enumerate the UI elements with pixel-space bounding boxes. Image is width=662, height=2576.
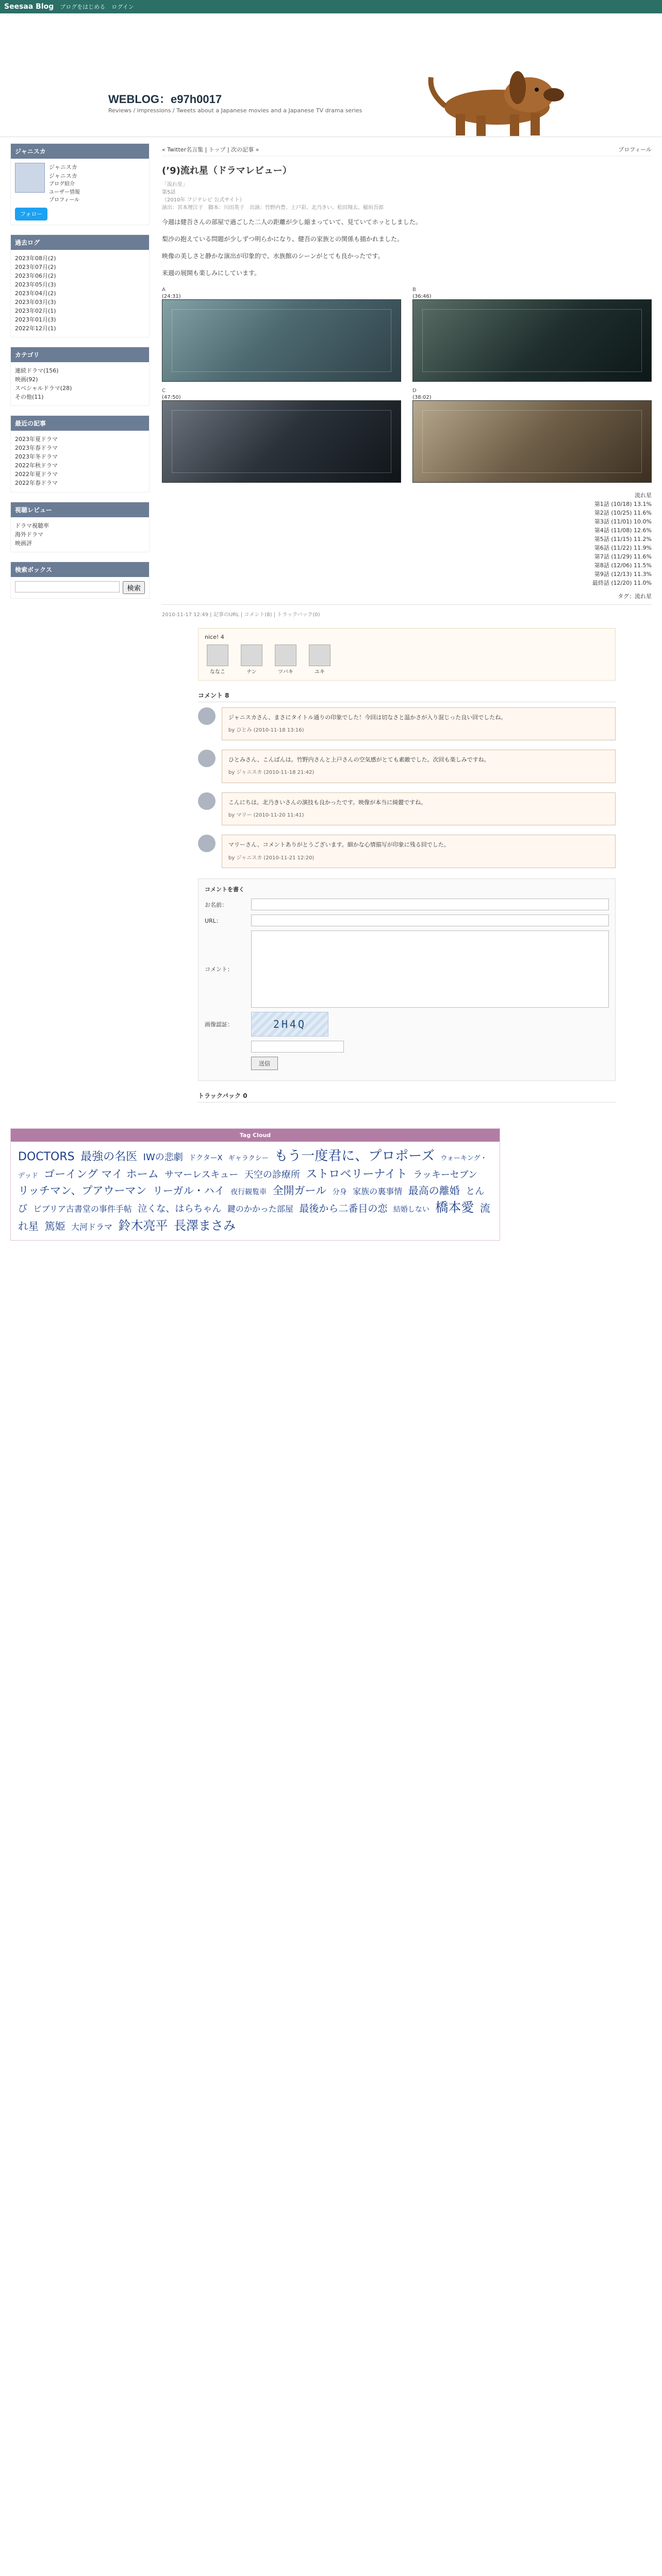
category-link[interactable]: スペシャルドラマ(28) xyxy=(15,385,72,392)
tag-cloud xyxy=(10,1128,500,1241)
entry-episode: 第5話 xyxy=(162,190,176,195)
entry-paragraph: 梨沙の抱えている問題が少しずつ明らかになり、健吾の家族との関係も描かれました。 xyxy=(162,235,404,243)
category-link[interactable]: 映画(92) xyxy=(15,376,38,383)
score-row: 第2話 (10/25) 11.6% xyxy=(594,510,652,517)
entry-paragraph: 来週の展開も楽しみにしています。 xyxy=(162,269,261,277)
score-row: 第1話 (10/18) 13.1% xyxy=(594,501,652,508)
tag-link[interactable]: 篤姫 xyxy=(44,1220,65,1233)
comment-textarea[interactable] xyxy=(251,930,609,1008)
tag-link[interactable]: 大河ドラマ xyxy=(71,1222,113,1232)
categories-box xyxy=(10,347,150,406)
tag-link[interactable]: 鍵のかかった部屋 xyxy=(227,1204,293,1214)
score-row: 第9話 (12/13) 11.3% xyxy=(594,571,652,578)
archive-link[interactable]: 2023年07月(2) xyxy=(15,263,56,270)
ratings-list xyxy=(162,491,652,588)
profile-meta-1[interactable]: ブログ紹介 xyxy=(49,181,75,188)
score-row: 第4話 (11/08) 12.6% xyxy=(594,527,652,534)
tag-link[interactable]: ギャラクシー xyxy=(228,1155,269,1163)
tag-link[interactable]: ゴーイング マイ ホーム xyxy=(44,1167,159,1180)
tag-link[interactable]: ウォーキング・デッド xyxy=(18,1155,487,1180)
trackback-title: トラックバック 0 xyxy=(198,1091,616,1103)
comment xyxy=(198,707,616,741)
archive-link[interactable]: 2023年05月(3) xyxy=(15,281,56,288)
dog-illustration xyxy=(420,44,574,142)
url-label: URL： xyxy=(205,917,222,924)
comment xyxy=(198,792,616,826)
blog-header xyxy=(0,13,662,137)
review-link[interactable]: 海外ドラマ xyxy=(15,531,43,538)
score-row: 第5話 (11/15) 11.2% xyxy=(594,536,652,543)
start-blog-link[interactable]: ブログをはじめる xyxy=(60,4,106,10)
recent-link[interactable]: 2022年秋ドラマ xyxy=(15,462,58,469)
entry-paragraph: 映像の美しさと静かな演出が印象的で、水族館のシーンがとても良かったです。 xyxy=(162,252,384,260)
recent-link[interactable]: 2023年冬ドラマ xyxy=(15,453,58,461)
nice-box xyxy=(198,628,616,681)
captcha-image: 2H4Q xyxy=(251,1012,328,1037)
tag-link[interactable]: 橋本愛 xyxy=(435,1200,474,1215)
recent-box xyxy=(10,415,150,492)
tag-link[interactable]: ドクターX xyxy=(189,1154,223,1163)
shot-label-b: B xyxy=(412,287,416,293)
score-row: 最終話 (12/20) 11.0% xyxy=(592,580,652,587)
shot-caption-d: (38:02) xyxy=(412,395,432,400)
comment-text: ジャニスカさん、まさにタイトル通りの印象でした！今回は切なさと温かさが入り混じった良い回でしたね。 xyxy=(228,714,507,721)
name-label: お名前： xyxy=(205,901,227,908)
shot-label-c: C xyxy=(162,388,166,394)
comment-meta: by ジャニスカ (2010-11-18 21:42) xyxy=(228,770,315,776)
tag-link[interactable]: もう一度君に、プロポーズ xyxy=(274,1148,435,1164)
recent-link[interactable]: 2023年春ドラマ xyxy=(15,445,58,452)
tag-link[interactable]: DOCTORS xyxy=(18,1150,75,1164)
archive-link[interactable]: 2023年01月(3) xyxy=(15,316,56,323)
comment-form xyxy=(198,878,616,1081)
profile-name-label: ジャニスカ xyxy=(49,164,77,171)
entry-tags[interactable]: タグ：流れ星 xyxy=(618,592,652,600)
comment xyxy=(198,835,616,868)
scene-image[interactable] xyxy=(162,299,401,382)
profile-meta-2[interactable]: ユーザー情報 xyxy=(49,189,80,195)
screenshot-b xyxy=(412,287,652,382)
shot-label-d: D xyxy=(412,388,417,394)
captcha-label: 画像認証： xyxy=(205,1021,233,1028)
tag-link[interactable]: ラッキーセブン xyxy=(413,1169,477,1180)
tv-reviews-box xyxy=(10,502,150,552)
screenshot-a xyxy=(162,287,401,382)
recent-link[interactable]: 2022年春ドラマ xyxy=(15,480,58,487)
tag-link[interactable]: 全開ガール xyxy=(272,1184,327,1197)
nice-user[interactable] xyxy=(239,645,264,675)
nice-user[interactable] xyxy=(307,645,333,675)
search-box xyxy=(10,562,150,599)
tag-link[interactable]: 天空の診療所 xyxy=(244,1169,300,1180)
blog-description: Reviews / impressions / Tweets about a Japanese movies and a Japanese TV drama series xyxy=(108,107,362,114)
search-title: 検索ボックス xyxy=(11,562,149,577)
entry-body xyxy=(162,217,652,279)
name-input[interactable] xyxy=(251,899,609,910)
nice-user[interactable] xyxy=(273,645,299,675)
search-input[interactable] xyxy=(15,581,120,592)
comment-avatar xyxy=(198,835,216,852)
avatar[interactable] xyxy=(15,163,45,193)
main-content xyxy=(162,143,652,1108)
score-row: 第7話 (11/29) 11.6% xyxy=(594,553,652,561)
nice-user-name: ナン xyxy=(246,669,257,675)
tag-link[interactable]: 流れ星 xyxy=(18,1202,490,1233)
nice-user[interactable] xyxy=(205,645,230,675)
url-input[interactable] xyxy=(251,914,609,926)
scene-image[interactable] xyxy=(412,299,652,382)
comment-meta: by ひとみ (2010-11-18 13:16) xyxy=(228,727,304,733)
follow-button[interactable]: フォロー xyxy=(15,208,47,221)
tag-link[interactable]: 最後から二番目の恋 xyxy=(299,1203,388,1215)
comment-form-title: コメントを書く xyxy=(205,886,244,893)
entry-meta: （2010年 フジテレビ 公式サイト） xyxy=(162,197,245,203)
category-link[interactable]: その他(11) xyxy=(15,394,44,401)
entry-subtitle: 「流れ星」 xyxy=(162,182,188,188)
categories-title: カテゴリ xyxy=(11,347,149,362)
profile-box xyxy=(10,143,150,225)
tag-link[interactable]: 家族の裏事情 xyxy=(353,1186,403,1196)
tv-reviews-title: 視聴レビュー xyxy=(11,502,149,517)
archives-box xyxy=(10,234,150,337)
score-row: 第6話 (11/22) 11.9% xyxy=(594,545,652,552)
comment-text: ひとみさん、こんばんは。竹野内さんと上戸さんの空気感がとても素敵でした。次回も楽しみですね。 xyxy=(228,756,490,764)
recent-title: 最近の記事 xyxy=(11,416,149,431)
screenshot-c xyxy=(162,388,401,483)
entry-title[interactable]: (’9)流れ星（ドラマレビュー） xyxy=(162,165,292,176)
entry-credits: 演出：宮本理江子 脚本：川田英子 出演：竹野内豊、上戸彩、北乃きい、松田翔太、稲垣吾郎 xyxy=(162,205,384,211)
scene-image[interactable] xyxy=(162,400,401,483)
scores-title: 流れ星 xyxy=(635,492,652,499)
score-row: 第3話 (11/01) 10.0% xyxy=(594,518,652,526)
shot-caption-c: (47:50) xyxy=(162,395,181,400)
entry-footer: 2010-11-17 12:49 | 記事のURL | コメント(8) | トラックバック(0) xyxy=(162,604,652,623)
comment-text: こんにちは。北乃きいさんの演技も良かったです。映像が本当に綺麗ですね。 xyxy=(228,799,427,806)
shot-caption-b: (36:46) xyxy=(412,294,432,299)
entry-paragraph: 今週は健吾さんの部屋で過ごした二人の距離が少し縮まっていて、見ていてホッとしました。 xyxy=(162,218,422,226)
archive-link[interactable]: 2023年08月(2) xyxy=(15,255,56,262)
score-row: 第8話 (12/06) 11.5% xyxy=(594,562,652,569)
review-link[interactable]: ドラマ視聴率 xyxy=(15,522,49,529)
shot-label-a: A xyxy=(162,287,166,293)
sidebar xyxy=(10,143,150,1108)
login-link[interactable]: ログイン xyxy=(111,4,134,10)
submit-button[interactable]: 送信 xyxy=(251,1057,278,1070)
comments-title: コメント 8 xyxy=(198,691,616,702)
nice-user-name: ななこ xyxy=(210,669,225,675)
tag-link[interactable]: とんび xyxy=(18,1185,485,1215)
tag-link[interactable]: 鈴木亮平 xyxy=(118,1218,168,1233)
archive-link[interactable]: 2023年04月(2) xyxy=(15,290,56,297)
captcha-input[interactable] xyxy=(251,1041,344,1053)
shot-caption-a: (24:31) xyxy=(162,294,181,299)
top-bar xyxy=(0,0,662,13)
tag-link[interactable]: 長澤まさみ xyxy=(174,1218,236,1233)
nice-user-name: ユキ xyxy=(315,669,325,675)
tag-link[interactable]: 夜行観覧車 xyxy=(230,1188,267,1196)
tag-link[interactable]: 結婚しない xyxy=(393,1206,429,1214)
tag-link[interactable]: 最強の名医 xyxy=(80,1150,138,1164)
archives-title: 過去ログ xyxy=(11,235,149,250)
comment-meta: by ジャニスカ (2010-11-21 12:20) xyxy=(228,855,315,861)
screenshot-d xyxy=(412,388,652,483)
profile-link[interactable]: プロフィール xyxy=(618,146,652,153)
comment-meta: by マリー (2010-11-20 11:41) xyxy=(228,812,304,818)
comment-text: マリーさん、コメントありがとうございます。細かな心情描写が印象に残る回でした。 xyxy=(228,841,450,849)
recent-link[interactable]: 2022年夏ドラマ xyxy=(15,471,58,478)
comment-avatar xyxy=(198,792,216,810)
blog-title[interactable]: WEBLOG：e97h0017 xyxy=(108,93,222,106)
nice-user-name: ツバキ xyxy=(278,669,293,675)
tag-link[interactable]: ストロベリーナイト xyxy=(306,1167,407,1181)
comment xyxy=(198,750,616,783)
archive-link[interactable]: 2023年02月(1) xyxy=(15,307,56,314)
profile-name[interactable]: ジャニスカ xyxy=(49,173,77,180)
tag-link[interactable]: ビブリア古書堂の事件手帖 xyxy=(33,1204,132,1214)
profile-meta-3[interactable]: プロフィール xyxy=(49,197,79,204)
tag-link[interactable]: 分身 xyxy=(332,1188,347,1196)
tag-link[interactable]: リッチマン、プアウーマン xyxy=(18,1184,147,1197)
nice-title: nice! 4 xyxy=(205,633,224,640)
seesaa-logo[interactable]: Seesaa Blog xyxy=(4,3,54,11)
category-link[interactable]: 連続ドラマ(156) xyxy=(15,367,59,375)
scene-image[interactable] xyxy=(412,400,652,483)
recent-link[interactable]: 2023年夏ドラマ xyxy=(15,436,58,443)
archive-link[interactable]: 2023年03月(3) xyxy=(15,298,56,306)
tag-link[interactable]: リーガル・ハイ xyxy=(152,1184,225,1197)
comment-avatar xyxy=(198,707,216,725)
tag-link[interactable]: サマーレスキュー xyxy=(164,1169,239,1180)
comment-avatar xyxy=(198,750,216,767)
review-link[interactable]: 映画評 xyxy=(15,539,32,547)
entry-toolbar xyxy=(162,143,652,156)
entry-breadcrumb[interactable]: « Twitter名言集 | トップ | 次の記事 » xyxy=(162,146,259,153)
comment-label: コメント： xyxy=(205,966,233,973)
screenshot-gallery xyxy=(162,287,652,483)
profile-title: ジャニスカ xyxy=(11,144,149,159)
tag-link[interactable]: 最高の離婚 xyxy=(408,1184,460,1197)
tag-link[interactable]: 泣くな、はらちゃん xyxy=(138,1204,222,1215)
archive-link[interactable]: 2023年06月(2) xyxy=(15,272,56,279)
tag-link[interactable]: IWの悲劇 xyxy=(143,1152,183,1163)
archive-link[interactable]: 2022年12月(1) xyxy=(15,325,56,332)
search-button[interactable]: 検索 xyxy=(123,581,145,594)
tag-cloud-title: Tag Cloud xyxy=(11,1129,500,1142)
